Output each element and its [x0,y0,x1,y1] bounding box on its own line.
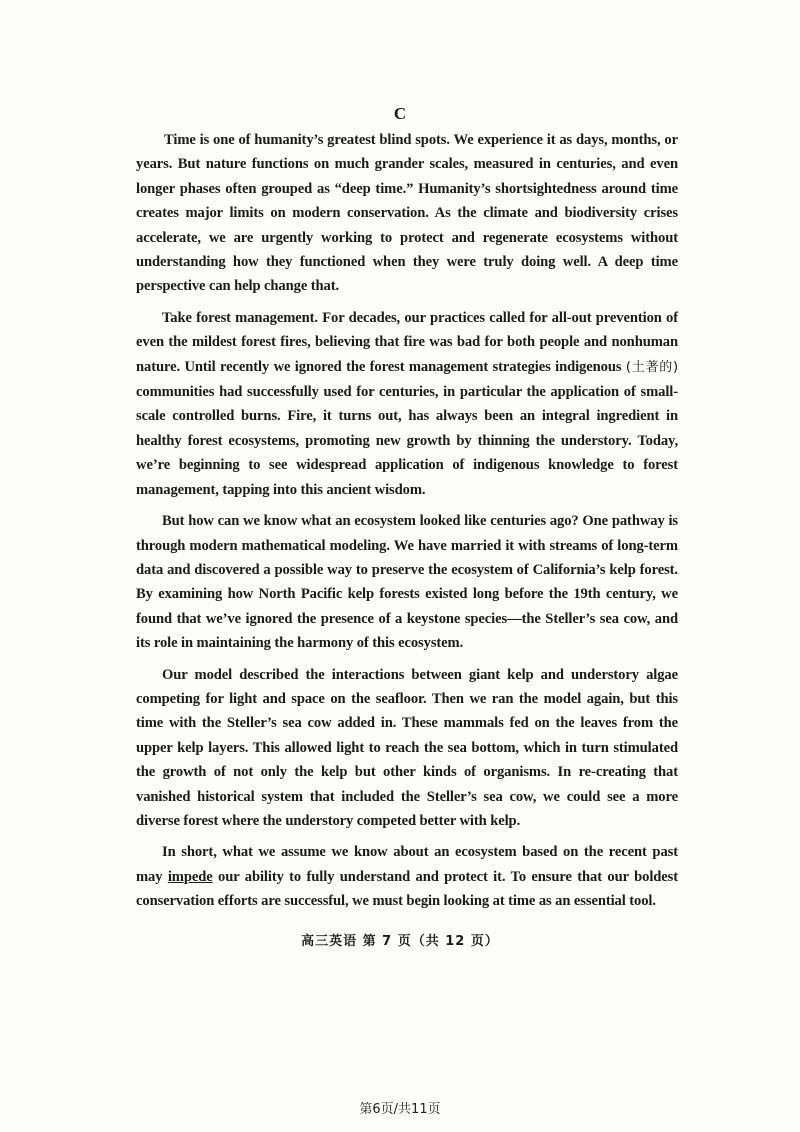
paragraph-4-text: Our model described the interactions between giant kelp and understory algae competing for light and space on the seafloor. Then we ran the model again, but this time with the Steller’s sea cow added in. These mammals fed on the leaves from the upper kelp layers. This allowed light to reach the sea bottom, which in turn stimulated the growth of not only the kelp but other kinds of organisms. In re-creating that vanished historical system that included the Steller’s sea cow, we could see a more diverse forest where the understory competed better with kelp. [136,666,678,829]
paragraph-3-text: But how can we know what an ecosystem looked like centuries ago? One pathway is through modern mathematical modeling. We have married it with streams of long-term data and discovered a possible way to preserve the ecosystem of California’s kelp forest. By examining how North Pacific kelp forests existed long before the 19th century, we found that we’ve ignored the presence of a keystone species—the Steller’s sea cow, and its role in maintaining the harmony of this ecosystem. [136,513,678,652]
page-indicator: 第6页/共11页 [359,1102,441,1117]
paragraph-2 [136,306,678,502]
paragraph-4 [136,663,678,834]
chinese-gloss: (土著的) [625,359,678,375]
section-label: C [393,104,407,123]
paragraph-5 [136,840,678,913]
paragraph-5-text-a: In short, what we assume we know about an ecosystem based on the recent past may [136,844,678,885]
paragraph-1 [136,128,678,299]
paragraph-2-text-b: communities had successfully used for centuries, in particular the application of small-scale controlled burns. Fire, it turns out, has always been an integral ingredient in healthy forest ecosystems, promoting new growth by thinning the understory. Today, we’re beginning to see widespread application of indigenous knowledge to forest management, tapping into this ancient wisdom. [136,384,678,498]
underlined-word: impede [167,868,213,885]
paragraph-3 [136,509,678,655]
paragraph-1-text: Time is one of humanity’s greatest blind spots. We experience it as days, months, or years. But nature functions on much grander scales, measured in centuries, and even longer phases often grouped as “deep time.” Humanity’s shortsightedness around time creates major limits on modern conservation. As the climate and biodiversity crises accelerate, we are urgently working to protect and regenerate ecosystems without understanding how they functioned when they were truly doing well. A deep time perspective can help change that. [136,132,678,295]
paragraph-2-text-a: Take forest management. For decades, our practices called for all-out prevention of even the mildest forest fires, believing that fire was bad for both people and nonhuman nature. Until recently we ignored the forest management strategies indigenous [136,309,678,375]
reading-passage [136,128,678,921]
exam-page-footer: 高三英语 第 7 页（共 12 页） [301,934,499,949]
paragraph-5-text-b: our ability to fully understand and protect it. To ensure that our boldest conservation efforts are successful, we must begin looking at time as an essential tool. [136,868,679,910]
